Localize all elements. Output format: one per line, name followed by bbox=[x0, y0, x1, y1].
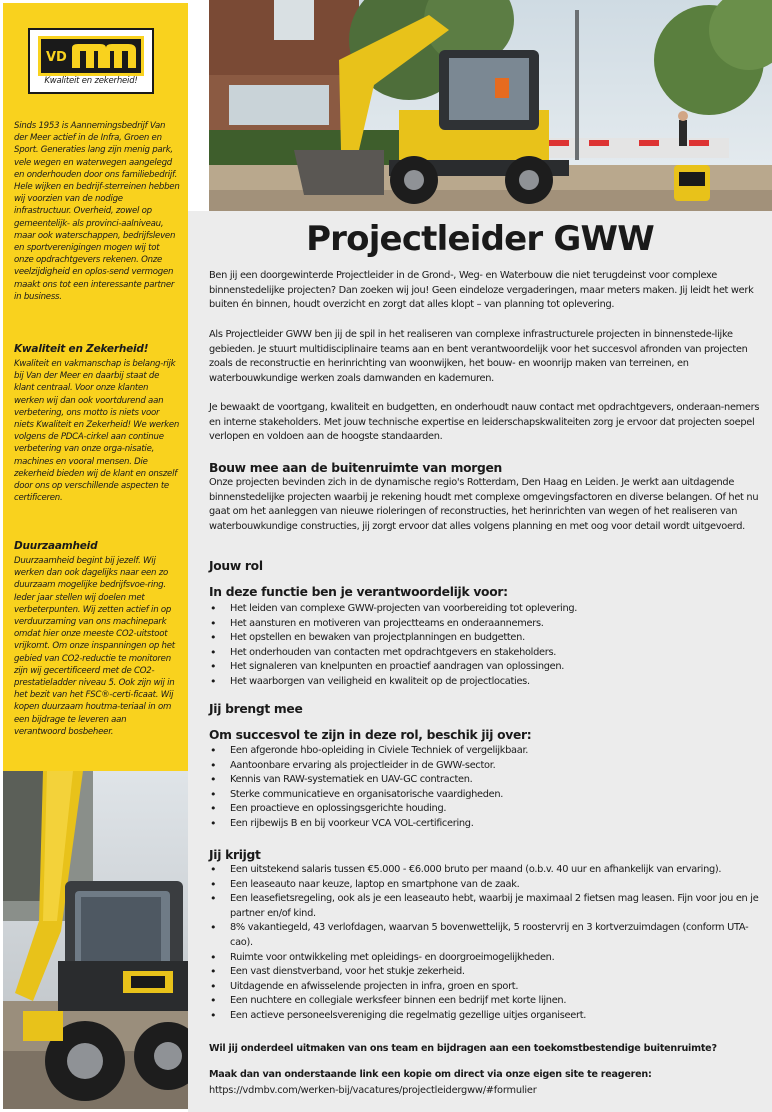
list-item: • Een proactieve en oplossingsgerichte houding. bbox=[209, 802, 761, 817]
success-heading: Om succesvol te zijn in deze rol, beschik jij over: bbox=[209, 728, 532, 742]
intro-paragraph-3: Je bewaakt de voortgang, kwaliteit en budgetten, en onderhoudt nauw contact met opdrachtgevers, onderaan-nemers en interne stakeholders. Met jouw technische expertise en leiderschapskwaliteiten zorg je ervoor dat projecten soepel verlopen en voldoen aan de hoogste standaarden. bbox=[209, 402, 760, 443]
page-title: Projectleider GWW bbox=[306, 219, 654, 259]
responsibilities-list bbox=[209, 602, 761, 690]
intro-paragraph-1: Ben jij een doorgewinterde Projectleider in de Grond-, Weg- en Waterbouw die niet terugdeinst voor complexe binnenstedelijke projecten? Dan zoeken wij jou! Geen eindeloze vergaderingen, maar meters maken. Jij leidt het werk buiten én binnen, houdt overzicht en zorgt dat alles klopt – van planning tot oplevering. bbox=[209, 270, 754, 311]
closing-question: Wil jij onderdeel uitmaken van ons team en bijdragen aan een toekomstbestendige buitenruimte? bbox=[209, 1043, 717, 1054]
main-content bbox=[188, 211, 772, 1112]
application-link[interactable]: https://vdmbv.com/werken-bij/vacatures/projectleidergww/#formulier bbox=[209, 1085, 537, 1096]
list-item: • Een rijbewijs B en bij voorkeur VCA VOL-certificering. bbox=[209, 817, 761, 832]
list-item: • 8% vakantiegeld, 43 verlofdagen, waarvan 5 bovenwettelijk, 5 roostervrij en 3 kortverzuimdagen (conform UTA-cao). bbox=[209, 921, 761, 950]
responsibilities-heading: In deze functie ben je verantwoordelijk voor: bbox=[209, 585, 508, 599]
sidebar-quality-heading: Kwaliteit en Zekerheid! bbox=[14, 343, 149, 355]
list-item: • Ruimte voor ontwikkeling met opleidings- en doorgroeimogelijkheden. bbox=[209, 951, 761, 966]
sidebar-sustainability-heading: Duurzaamheid bbox=[14, 540, 98, 552]
build-heading: Bouw mee aan de buitenruimte van morgen bbox=[209, 461, 503, 475]
list-item: • Een afgeronde hbo-opleiding in Civiele Techniek of vergelijkbaar. bbox=[209, 744, 761, 759]
list-item: • Een uitstekend salaris tussen €5.000 - €6.000 bruto per maand (o.b.v. 40 uur en afhankelijk van ervaring). bbox=[209, 863, 761, 878]
benefits-heading: Jij krijgt bbox=[209, 848, 261, 862]
list-item: • Een actieve personeelsvereniging die regelmatig gezellige uitjes organiseert. bbox=[209, 1009, 761, 1024]
list-item: • Kennis van RAW-systematiek en UAV-GC contracten. bbox=[209, 773, 761, 788]
sidebar-quality-text: Kwaliteit en vakmanschap is belang-rijk bij Van der Meer en daarbij staat de klant centraal. Voor onze klanten werken wij dan ook voortdurend aan verbetering, ons motto is niets voor niets Kwaliteit en Zekerheid! We werken volgens de PDCA-cirkel aan continue verbetering van onze orga-nisatie, machines en vooral mensen. Die zekerheid bieden wij de klant en onszelf door ons op verschillende aspecten te certificeren. bbox=[14, 359, 180, 504]
list-item: • Het opstellen en bewaken van projectplanningen en budgetten. bbox=[209, 631, 761, 646]
build-paragraph: Onze projecten bevinden zich in de dynamische regio's Rotterdam, Den Haag en Leiden. Je werkt aan uitdagende binnenstedelijke projecten waarbij je rekening houdt met complexe omgevingsfactoren en diverse belangen. Of het nu gaat om het aanleggen van nieuwe rioleringen of reconstructies, het herinrichten van wegen of het realiseren van waterbouwkundige constructies, jij zorgt ervoor dat alles volgens planning en met oog voor detail wordt uitgevoerd. bbox=[209, 477, 759, 532]
requirements-list bbox=[209, 744, 761, 832]
list-item: • Uitdagende en afwisselende projecten in infra, groen en sport. bbox=[209, 980, 761, 995]
list-item: • Het signaleren van knelpunten en proactief aandragen van oplossingen. bbox=[209, 660, 761, 675]
sidebar-intro-text: Sinds 1953 is Aannemingsbedrijf Van der Meer actief in de Infra, Groen en Sport. Generaties lang zijn menig park, vele wegen en waterwegen aangelegd en onderhouden door ons familiebedrijf. Hele wijken en bedrijf-sterreinen hebben wij voorzien van de nodige infrastructuur. Overheid, zowel op gemeentelijk- als provinci-aalniveau, maar ook waterschappen, bedrijfsleven en sportverenigingen mogen wij tot onze opdrachtgevers rekenen. Onze veelzijdigheid en oplos-send vermogen maakt ons tot een interessante partner in business. bbox=[14, 121, 180, 302]
list-item: • Een nuchtere en collegiale werksfeer binnen een bedrijf met korte lijnen. bbox=[209, 994, 761, 1009]
list-item: • Aantoonbare ervaring als projectleider in de GWW-sector. bbox=[209, 759, 761, 774]
list-item: • Een leasefietsregeling, ook als je een leaseauto hebt, waarbij je maximaal 2 fietsen mag leasen. Fijn voor jou en je partner en/of kind. bbox=[209, 892, 761, 921]
role-heading: Jouw rol bbox=[209, 559, 263, 573]
closing-call-to-action: Maak dan van onderstaande link een kopie om direct via onze eigen site te reageren: bbox=[209, 1069, 652, 1080]
company-logo bbox=[28, 28, 154, 94]
sidebar bbox=[0, 0, 188, 1112]
list-item: • Sterke communicatieve en organisatorische vaardigheden. bbox=[209, 788, 761, 803]
svg-text:VD: VD bbox=[46, 50, 67, 65]
excavator-photo-header bbox=[209, 0, 772, 211]
excavator-photo-side bbox=[3, 771, 188, 1109]
logo-tagline: Kwaliteit en zekerheid! bbox=[44, 76, 138, 86]
bring-heading: Jij brengt mee bbox=[209, 702, 303, 716]
sidebar-sustainability-text: Duurzaamheid begint bij jezelf. Wij werken dan ook dagelijks naar een zo duurzaam mogelijke bedrijfsvoe-ring. Ieder jaar stellen wij doelen met verbeterpunten. Wij zetten actief in op verduurzaming van ons machinepark omdat hier onze meeste CO2-uitstoot vrijkomt. Om onze inspanningen op het gebied van CO2-reductie te monitoren zijn wij gecertificeerd met de CO2-prestatieladder niveau 5. Ook zijn wij in het bezit van het FSC®-certi-ficaat. Wij kopen duurzaam houtma-teriaal in om een bijdrage te leveren aan verantwoord bosbeheer. bbox=[14, 556, 175, 737]
list-item: • Een leaseauto naar keuze, laptop en smartphone van de zaak. bbox=[209, 878, 761, 893]
list-item: • Het leiden van complexe GWW-projecten van voorbereiding tot oplevering. bbox=[209, 602, 761, 617]
list-item: • Het aansturen en motiveren van projectteams en onderaannemers. bbox=[209, 617, 761, 632]
list-item: • Het waarborgen van veiligheid en kwaliteit op de projectlocaties. bbox=[209, 675, 761, 690]
list-item: • Het onderhouden van contacten met opdrachtgevers en stakeholders. bbox=[209, 646, 761, 661]
list-item: • Een vast dienstverband, voor het stukje zekerheid. bbox=[209, 965, 761, 980]
intro-paragraph-2: Als Projectleider GWW ben jij de spil in het realiseren van complexe infrastructurele projecten in binnenstede-lijke gebieden. Je stuurt multidisciplinaire teams aan en bent verantwoordelijk voor het succesvol afronden van projecten zoals de reconstructie en herinrichting van woonwijken, het bouw- en woonrijp maken van terreinen, en waterbouwkundige werken zoals damwanden en kademuren. bbox=[209, 329, 748, 384]
benefits-list bbox=[209, 863, 761, 1024]
vdm-logo-mark bbox=[38, 36, 144, 76]
